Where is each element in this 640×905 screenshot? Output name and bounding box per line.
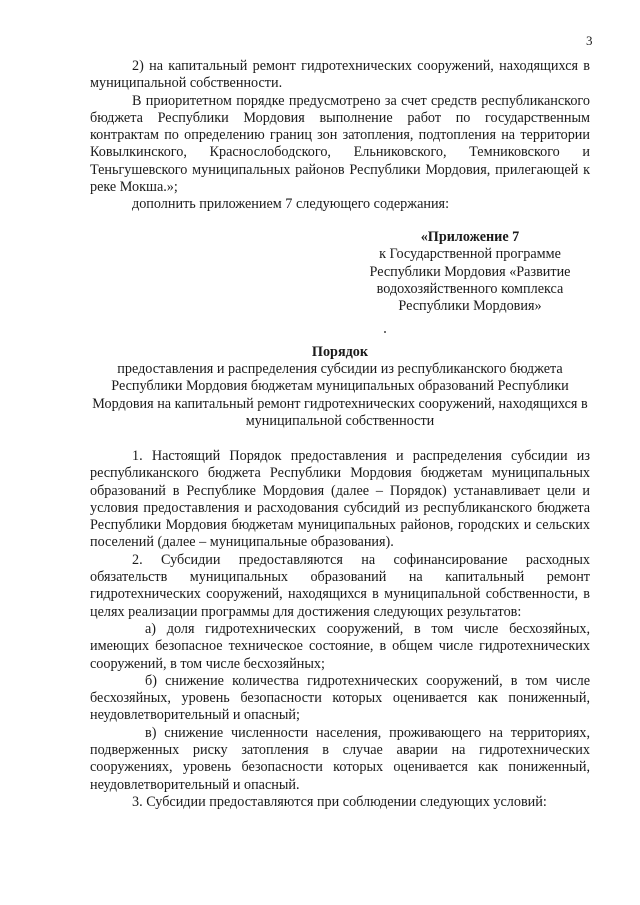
- intro-text: [90, 58, 590, 214]
- order-body: [90, 448, 590, 811]
- appendix-line: Республики Мордовия»: [398, 298, 542, 315]
- order-title: Порядок: [311, 344, 369, 360]
- appendix-line: Республики Мордовия «Развитие: [369, 263, 571, 280]
- order-paragraph: 3. Субсидии предоставляются при соблюдении следующих условий:: [132, 793, 547, 810]
- order-subtitle: предоставления и распределения субсидии из республиканского бюджета Республики Мордовия бюджетам муниципальных образований Республики Мордовия на капитальный ремонт гидротехнических сооружений, находящихся в муниципальной собственности: [92, 361, 588, 429]
- appendix-line: водохозяйственного комплекса: [376, 280, 564, 297]
- appendix-block: [360, 229, 580, 315]
- order-paragraph: 2. Субсидии предоставляются на софинансирование расходных обязательств муниципальных образований на капитальный ремонт гидротехнических сооружений, находящихся в муниципальной собственности, в целях реализации программы для достижения следующих результатов:: [90, 551, 590, 620]
- intro-paragraph: дополнить приложением 7 следующего содержания:: [132, 196, 450, 213]
- order-paragraph: 1. Настоящий Порядок предоставления и распределения субсидии из республиканского бюджета Республики Мордовия бюджетам муниципальных образований в Республике Мордовия (далее – Порядок) устанавливает цели и условия предоставления и расходования субсидий из республиканского бюджета Республики Мордовия бюджетам муниципальных районов, городских и сельских поселений (далее – муниципальные образования).: [90, 448, 590, 551]
- order-paragraph: а) доля гидротехнических сооружений, в том числе бесхозяйных, имеющих безопасное техническое состояние, в общем числе гидротехнических сооружений, в том числе бесхозяйных;: [90, 620, 590, 672]
- page-number: 3: [586, 33, 593, 48]
- appendix-title: «Приложение 7: [420, 229, 520, 245]
- order-paragraph: в) снижение численности населения, проживающего на территориях, подверженных риску затопления в случае аварии на гидротехнических сооружениях, уровень безопасности которых оценивается как пониженный, неудовлетворительный и опасный.: [90, 724, 590, 793]
- scan-speck: [384, 331, 386, 333]
- appendix-line: к Государственной программе: [379, 246, 561, 263]
- order-paragraph: б) снижение количества гидротехнических сооружений, в том числе бесхозяйных, уровень безопасности которых оценивается как пониженный, неудовлетворительный и опасный;: [90, 672, 590, 724]
- intro-paragraph: 2) на капитальный ремонт гидротехнических сооружений, находящихся в муниципальной собственности.: [90, 58, 590, 92]
- intro-paragraph: В приоритетном порядке предусмотрено за счет средств республиканского бюджета Республики Мордовия выполнение работ по государственным контрактам по определению границ зон затопления, подтопления на территории Ковылкинского, Краснослободского, Ельниковского, Темниковского и Теньгушевского муниципальных районов Республики Мордовия, прилегающей к реке Мокша.»;: [90, 92, 590, 196]
